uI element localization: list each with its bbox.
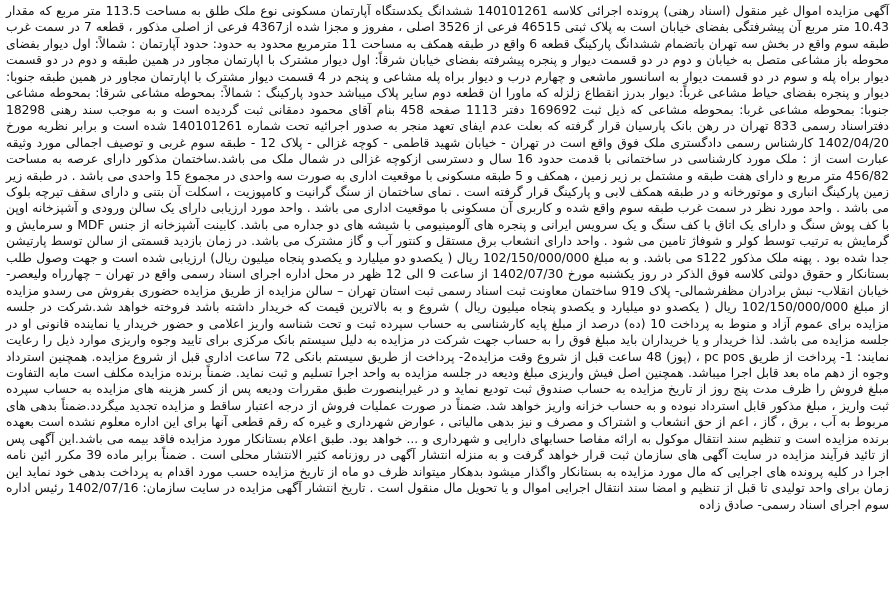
auction-notice-text: آگهی مزایده اموال غیر منقول (اسناد رهنی) پرونده اجرائی کلاسه 140101261 ششدانگ یکدستگاه آپارتمان مسکونی نوع ملک طلق به مساحت 113.5 متر مربع که مقدار 10.43 متر مربع آن پیشرفتگی بفضای خیابان است به پلاک ثبتی 46515 فرعی از 3526 اصلی ، مفروز و مجزا شده از4367 فرعی از اصلی مذکور ، قطعه 7 در سمت غرب طبقه سوم واقع در بخش سه تهران باتضمام ششدانگ پارکینگ قطعه 6 واقع در طبقه همکف به مساحت 11 مترمربع محدود به حدود: حدود آپارتمان : شمالاً: اول دیوار بفضای محوطه باز مشاعی متصل به خیابان و دوم در دو قسمت دیوار و پنجره پیشرفته بفضای خیابان شرقاً: اول دیوار مشترک با اپارتمان مجاور در همین طبقه و دوم در دو قسمت دیوار براه پله و سوم در دو قسمت دیوار به اسانسور ماشعی و چهارم درب و دیوار براه پله مشاعی و پنجم در 4 قسمت دیوار مشترک با اپارتمان مجاور در همین طبقه جنوبا: دیوار و پنجره بفضای حیاط مشاعی غرباً: دیوار بدرز انقطاع زلزله که ماورا ان قطعه دوم سایر پلاک میباشد حدود پارکینگ : شمالاً: بمحوطه مشاعی شرقا: بمحوطه مشاعی جنوبا: بمحوطه مشاعی غربا: بمحوطه مشاعی که ذیل ثبت 169692 دفتر 1113 صفحه 458 بنام آقای محمود دمقانی ثبت گردیده است و به موجب سند رهنی 18298 دفتراسناد رسمی 833 تهران در رهن بانک پارسیان قرار گرفته که بعلت عدم ایفای تعهد منجر به صدور اجرائیه تحت شماره 140101261 شده است و برابر نظریه مورخ 1402/04/20 کارشناس رسمی دادگستری ملک فوق واقع است در تهران - خیابان شهید قاطمی - کوچه غزالی - پلاک 12 - طبقه سوم غربی و توصیف اجمالی مورد وثیقه عبارت است از : ملک مورد کارشناسی در ساختمانی با قدمت حدود 16 سال و دسترسی ازکوچه غزالی در شمال ملک می باشد.ساختمان مذکور دارای عرصه به مساحت 456/82 متر مربع و دارای هفت طبقه و مشتمل بر زیر زمین ، همکف و 5 طبقه مسکونی با موقعیت اداری به صورت سه واحدی در مجموع 15 واحدی می باشد . در طبقه زیر زمین پارکینگ انباری و موتورخانه و در طبقه همکف لابی و پارکینگ قرار گرفته است . نمای ساختمان از سنگ گرانیت و کامپوزیت ، اسکلت آن بتنی و دارای سقف تیرچه بلوک می باشد . واحد مورد نظر در سمت غرب طبقه سوم واقع شده و کاربری آن مسکونی با موقعیت اداری می باشد . واحد مورد ارزیابی دارای یک سالن ورودی و آشپزخانه اوپن با کف پوش سنگ و دارای یک اتاق با کف سنگ و یک سرویس ایرانی و پنجره های آلومینیومی با شیشه های دو جداره می باشد. کابینت آشپزخانه از جنس MDF و سرمایش و گرمایش به ترتیب توسط کولر و شوفاژ تامین می شود . واحد دارای انشعاب برق مستقل و کنتور آب و گاز مشترک می باشد. در زمان بازدید قسمتی از سالن توسط پارتیشن جدا شده بود . پهنه ملک مذکور s122 می باشد. و به مبلغ 102/150/000/000 ریال ( یکصدو دو میلیارد و یکصدو پنجاه میلیون ریال) ارزیابی شده است و جهت وصول طلب بستانکار و حقوق دولتی کلاسه فوق الذکر در روز یکشنبه مورخ 1402/07/30 از ساعت 9 الی 12 ظهر در محل اداره اجرای اسناد رسمی واقع در تهران – چهارراه ولیعصر- خیابان انقلاب- نبش برادران مظفرشمالی- پلاک 919 ساختمان معاونت ثبت اسناد رسمی ثبت استان تهران – سالن مزایده از طریق مزایده حضوری بفروش می رسدو مزایده از مبلغ 102/150/000/000 ریال ( یکصدو دو میلیارد و یکصدو پنجاه میلیون ریال ) شروع و به بالاترین قیمت که خریدار داشته باشد فروخته خواهد شد.شرکت در جلسه مزایده برای عموم آزاد و منوط به پرداخت 10 (ده) درصد از مبلغ پایه کارشناسی به حساب سپرده ثبت و تحت شناسه واریز اعلامی و حضور خریدار یا نماینده قانونی او در جلسه مزایده می باشد. لذا خریدار و یا خریداران باید مبلغ فوق را به حساب جهت شرکت در مزایده به دلیل سیستم بانک مرکزی برای تایید وجوه واریزی موارد ذیل را رعایت نمایند: 1- پرداخت از طریق pc pos ، (پوز) 48 ساعت قبل از شروع وقت مزایده2- پرداخت از طریق سیستم بانکی 72 ساعت اداری قبل از شروع مزایده. همچنین استرداد وجوه از دهم ماه بعد قابل اجرا میباشد. همچنین اصل فیش واریزی مبلغ ودیعه در جلسه مزایده به واحد اجرا تسلیم و ثبت نماید. ضمناً برنده مزایده مکلف است مابه التفاوت مبلغ فروش را ظرف مدت پنج روز از تاریخ مزایده به حساب صندوق ثبت تودیع نماید و در غیراینصورت طبق مقررات ودیعه پس از کسر هزینه های مزایده به حساب سپرده ثبت واریز ، مبلغ مذکور قابل استرداد نبوده و به حساب خزانه واریز خواهد شد. ضمناً در صورت عملیات فروش از درجه اعتبار ساقط و مزایده تجدید میگردد.ضمناً بدهی های مربوط به آب ، برق ، گاز ، اعم از حق انشعاب و اشتراک و مصرف و نیز بدهی مالیاتی ، عوارض شهرداری و غیره که رقم قطعی آنها برای این اداره معلوم نشده است بعهده برنده مزایده است و تنظیم سند انتقال موکول به ارائه مفاصا حسابهای دارایی و شهرداری و ... خواهد بود. طبق اعلام بستانکار مورد مزایده فاقد بیمه می باشد.این آگهی پس از تائید فرآیند مزایده در سایت آگهی های سازمان ثبت قرار خواهد گرفت و به منزله انتشار آگهی در روزنامه کثیر الانتشار محلی است . ضمناً برابر ماده 39 مکرر ائین نامه اجرا در کلیه پرونده های اجرایی که مال مورد مزایده به بستانکار واگذار میشود بدهکار میتواند ظرف دو ماه از تاریخ مزایده حسب مورد اقدام به پرداخت بدهی خود نماید این زمان برای واحد تولیدی تا قبل از تنظیم و امضا سند انتقال اجرایی اموال و یا تحویل مال منقول است . تاریخ انتشار آگهی مزایده در سایت سازمان: 1402/07/16 رئیس اداره سوم اجرای اسناد رسمی- صادق زاده — [6, 4, 890, 512]
